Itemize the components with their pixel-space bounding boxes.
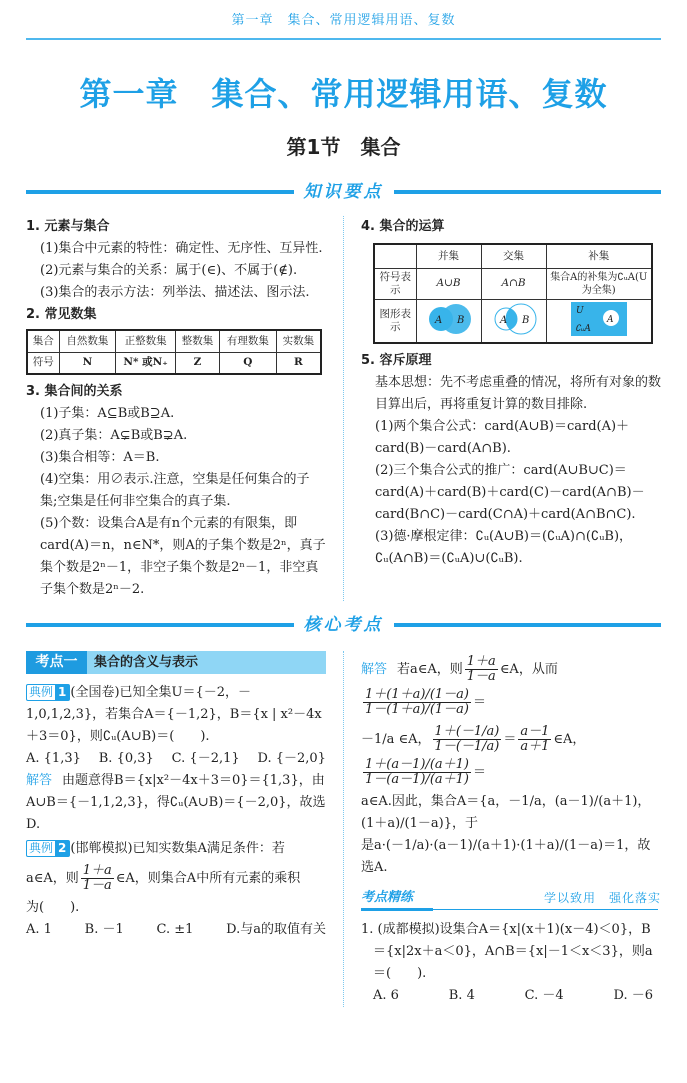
item: (3)集合相等：A＝B. [40, 450, 160, 465]
table-cell: 补集 [546, 244, 652, 268]
venn-label-b: B [521, 314, 529, 326]
practice-title: 考点精练 [361, 890, 414, 905]
text: ∈A， [553, 731, 586, 747]
union-venn-diagram [416, 299, 481, 343]
item: (1)两个集合公式：card(A∪B)＝card(A)＋card(B)－card(A∩B). [375, 418, 630, 456]
table-cell: 图形表示 [374, 299, 416, 343]
examples-left [26, 651, 326, 1007]
text: 若a∈A，则 [397, 661, 463, 677]
table-cell: 并集 [416, 244, 481, 268]
option: D.与a的取值有关 [226, 922, 326, 937]
table-cell: N [59, 352, 116, 374]
column-divider [343, 651, 344, 1007]
chapter-title: 第一章 集合、常用逻辑用语、复数 [79, 75, 608, 113]
fraction: $\frac{1+(-1/a)}{1-(-1/a)}$ [434, 724, 500, 754]
table-cell: 集合 [27, 330, 59, 352]
topic-bar [26, 651, 326, 674]
item: (1)子集：A⊆B或B⊇A. [40, 406, 175, 421]
venn-label-a: A [606, 314, 614, 325]
set-operations-table [373, 243, 653, 344]
heading-set-operations: 4. 集合的运算 [361, 219, 445, 234]
practice-header [361, 889, 661, 913]
option: A. {1,3} [26, 751, 81, 766]
left-column [26, 216, 326, 601]
section-title: 第1节 集合 [286, 135, 401, 159]
solution-line [361, 651, 661, 721]
option: B. {0,3} [98, 751, 154, 766]
table-cell: R [276, 352, 321, 374]
heading-number-sets: 2. 常见数集 [26, 307, 97, 322]
option: B. 4 [448, 988, 475, 1003]
table-cell: N* 或N₊ [116, 352, 176, 374]
item: (5)个数：设集合A是有n个元素的有限集，即card(A)＝n，n∈N*，则A的子集个数是2ⁿ，真子集个数是2ⁿ－1，非空子集个数是2ⁿ－1，非空真子集个数是2ⁿ－2. [40, 516, 326, 597]
example-2 [26, 838, 326, 860]
table-cell: A∩B [481, 268, 546, 299]
option: D. －6 [613, 988, 653, 1003]
heading-elements: 1. 元素与集合 [26, 219, 110, 234]
example-1-text: (全国卷)已知全集U＝{－2，－1,0,1,2,3}，若集合A＝{－1,2}，B＝{x | x²－4x＋3＝0}，则∁ᵤ(A∪B)＝( ). [26, 685, 322, 744]
item: (2)三个集合公式的推广：card(A∪B∪C)＝card(A)＋card(B)＋card(C)－card(A∩B)－card(B∩C)－card(C∩A)＋card(A∩B∩C). [375, 462, 645, 522]
practice-slogan: 学以致用 强化落实 [543, 891, 661, 905]
topic-tag: 考点一 [26, 651, 87, 674]
table-cell: 符号表示 [374, 268, 416, 299]
item: (4)空集：用∅表示.注意，空集是任何集合的子集;空集是任何非空集合的真子集. [40, 472, 310, 509]
number-sets-table [26, 329, 322, 375]
option: B. －1 [84, 922, 124, 937]
heading-set-relations: 3. 集合间的关系 [26, 384, 123, 399]
table-cell: A∪B [416, 268, 481, 299]
solution-line [361, 721, 661, 791]
text: 为( ). [26, 900, 80, 915]
text: ∈A，从而 [499, 661, 558, 677]
core-section [26, 651, 661, 1007]
example-2-options [26, 919, 326, 941]
heading-inclusion-exclusion: 5. 容斥原理 [361, 352, 432, 368]
fraction: $\frac{1+a}{1-a}$ [466, 654, 496, 684]
example-1-solution [26, 770, 326, 836]
text: ＝ [472, 764, 486, 780]
text: －1/a ∈A， [361, 731, 431, 747]
header-rule [26, 38, 661, 40]
example-2-line [26, 860, 326, 897]
item: (3)集合的表示方法：列举法、描述法、图示法. [40, 285, 310, 300]
question-options [361, 985, 661, 1007]
table-cell: 有理数集 [220, 330, 277, 352]
venn-label-a: A [499, 314, 507, 326]
right-column [361, 216, 661, 601]
knowledge-section [26, 216, 661, 601]
divider-knowledge-label: 知识要点 [303, 182, 384, 202]
table-cell: 自然数集 [59, 330, 116, 352]
venn-label-cu: ∁ᵤA [574, 323, 591, 334]
item: (2)真子集：A⊊B或B⊋A. [40, 428, 188, 443]
venn-label-a: A [434, 314, 442, 326]
fraction: $\frac{1+(a-1)/(a+1)}{1-(a-1)/(a+1)}$ [365, 757, 469, 787]
item: (2)元素与集合的关系：属于(∈)、不属于(∉). [40, 263, 298, 278]
divider-core [26, 613, 661, 637]
table-cell: 集合A的补集为∁ᵤA(U为全集) [546, 268, 652, 299]
intersection-venn-diagram [481, 299, 546, 343]
option: A. 1 [26, 922, 52, 937]
item: (3)德·摩根定律：∁ᵤ(A∪B)＝(∁ᵤA)∩(∁ᵤB)，∁ᵤ(A∩B)＝(∁ᵤA)∪(∁ᵤB). [375, 528, 633, 566]
fraction: $\frac{1+a}{1-a}$ [82, 863, 112, 893]
text: ＝ [503, 731, 517, 747]
example-badge: 典例 2 [26, 840, 70, 857]
venn-label-b: B [456, 314, 464, 326]
venn-label-u: U [575, 305, 584, 316]
text: 是a·(－1/a)·(a－1)/(a＋1)·(1＋a)/(1－a)＝1，故选A. [361, 838, 651, 875]
fraction: $\frac{a-1}{a+1}$ [520, 724, 550, 754]
text: a∈A，则 [26, 870, 79, 886]
practice-question-1 [361, 919, 661, 1007]
table-cell: 符号 [27, 352, 59, 374]
text: ∈A，则集合A中所有元素的乘积 [115, 870, 301, 886]
example-1-options [26, 748, 326, 770]
solution-text: 由题意得B＝{x|x²－4x＋3＝0}＝{1,3}，由A∪B＝{－1,1,2,3}，得∁ᵤ(A∪B)＝{－2,0}，故选D. [26, 773, 326, 832]
divider-core-label: 核心考点 [303, 615, 384, 635]
table-cell: 实数集 [276, 330, 321, 352]
item: 基本思想：先不考虑重叠的情况，将所有对象的数目算出后，再将重复计算的数目排除. [375, 374, 662, 412]
option: C. {－2,1} [171, 751, 240, 766]
table-cell: 正整数集 [116, 330, 176, 352]
option: A. 6 [373, 988, 399, 1003]
complement-venn-diagram [546, 299, 652, 343]
option: D. {－2,0} [257, 751, 326, 766]
table-cell: Z [175, 352, 219, 374]
example-badge: 典例 1 [26, 684, 70, 701]
column-divider [343, 216, 344, 601]
example-2-text: (邯郸模拟)已知实数集A满足条件：若 [70, 841, 285, 856]
item: (1)集合中元素的特性：确定性、无序性、互异性. [40, 241, 323, 256]
solution-label: 解答 [26, 773, 53, 788]
text: ＝ [472, 694, 486, 710]
option: C. －4 [524, 988, 564, 1003]
running-header: 第一章 集合、常用逻辑用语、复数 [231, 13, 456, 28]
example-1 [26, 682, 326, 748]
table-cell: 交集 [481, 244, 546, 268]
fraction: $\frac{1+(1+a)/(1-a)}{1-(1+a)/(1-a)}$ [365, 687, 469, 717]
divider-knowledge [26, 180, 661, 204]
solution-label: 解答 [361, 661, 388, 677]
option: C. ±1 [156, 922, 194, 937]
text: a∈A.因此，集合A＝{a，－1/a，(a－1)/(a＋1)，(1＋a)/(1－a)}，于 [361, 794, 651, 831]
table-cell: 整数集 [175, 330, 219, 352]
topic-title: 集合的含义与表示 [94, 655, 199, 670]
question-text: 1. (成都模拟)设集合A＝{x|(x＋1)(x－4)＜0}，B＝{x|2x＋a＜0}，A∩B＝{x|－1＜x＜3}，则a＝( ). [361, 922, 653, 981]
right-bottom-column [361, 651, 661, 1007]
table-cell: Q [220, 352, 277, 374]
